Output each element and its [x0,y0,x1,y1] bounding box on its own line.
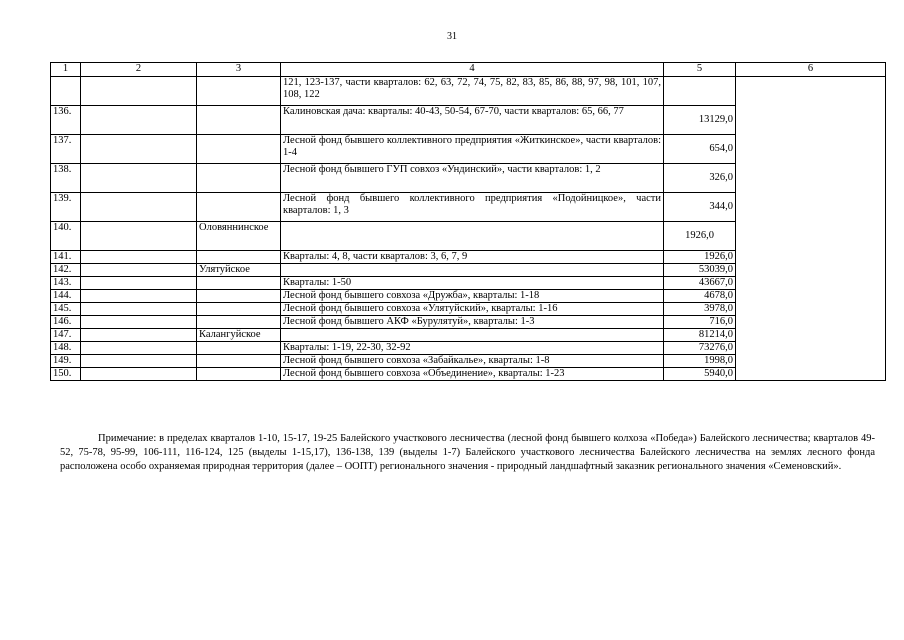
row-number-cell: 150. [51,368,81,381]
description-cell: Лесной фонд бывшего совхоза «Дружба», кварталы: 1-18 [281,290,664,303]
area-cell [664,77,736,106]
row-number-cell: 149. [51,355,81,368]
subname-cell: Улятуйское [197,264,281,277]
description-cell: Лесной фонд бывшего ГУП совхоз «Ундинский», части кварталов: 1, 2 [281,164,664,193]
description-cell: Кварталы: 1-19, 22-30, 32-92 [281,342,664,355]
header-cell: 3 [197,63,281,77]
name-cell [81,329,197,342]
header-cell: 2 [81,63,197,77]
name-cell [81,277,197,290]
row-number-cell: 145. [51,303,81,316]
name-cell [81,164,197,193]
subname-cell [197,368,281,381]
row-number-cell: 142. [51,264,81,277]
name-cell [81,193,197,222]
name-cell [81,222,197,251]
name-cell [81,290,197,303]
name-cell [81,355,197,368]
row-number-cell: 138. [51,164,81,193]
description-cell: Кварталы: 4, 8, части кварталов: 3, 6, 7, 9 [281,251,664,264]
subname-cell [197,77,281,106]
area-cell: 344,0 [664,193,736,222]
description-cell: Лесной фонд бывшего коллективного предприятия «Подойницкое», части кварталов: 1, 3 [281,193,664,222]
subname-cell [197,106,281,135]
row-number-cell: 143. [51,277,81,290]
description-cell: Лесной фонд бывшего совхоза «Объединение», кварталы: 1-23 [281,368,664,381]
area-cell: 1926,0 [664,251,736,264]
area-cell: 53039,0 [664,264,736,277]
page-number: 31 [447,31,457,42]
name-cell [81,316,197,329]
subname-cell [197,277,281,290]
row-number-cell: 144. [51,290,81,303]
subname-cell: Оловяннинское [197,222,281,251]
footnote: Примечание: в пределах кварталов 1-10, 15-17, 19-25 Балейского участкового лесничества (лесной фонд бывшего колхоза «Победа») Балейского лесничества; кварталов 49-52, 75-78, 95-99, 106-111, 116-124, 125 (выделы 1-15,17), 136-138, 139 (выделы 1-7) Балейского участкового лесничества Балейского лесничества на землях лесного фонда расположена особо охраняемая природная территория (далее – ООПТ) регионального значения - природный ландшафтный заказник регионального значения «Семеновский». [60,433,875,472]
description-cell [281,329,664,342]
row-number-cell: 141. [51,251,81,264]
description-cell: Лесной фонд бывшего совхоза «Забайкалье», кварталы: 1-8 [281,355,664,368]
subname-cell [197,355,281,368]
area-cell: 1998,0 [664,355,736,368]
description-cell: Лесной фонд бывшего коллективного предприятия «Житкинское», части кварталов: 1-4 [281,135,664,164]
description-cell: Калиновская дача: кварталы: 40-43, 50-54, 67-70, части кварталов: 65, 66, 77 [281,106,664,135]
subname-cell [197,316,281,329]
name-cell [81,264,197,277]
name-cell [81,368,197,381]
header-cell: 6 [736,63,886,77]
name-cell [81,135,197,164]
description-cell: Лесной фонд бывшего АКФ «Бурулятуй», кварталы: 1-3 [281,316,664,329]
forest-fund-table [50,62,886,381]
name-cell [81,106,197,135]
area-cell: 3978,0 [664,303,736,316]
subname-cell [197,193,281,222]
description-cell: Кварталы: 1-50 [281,277,664,290]
name-cell [81,77,197,106]
subname-cell [197,135,281,164]
description-cell [281,222,664,251]
row-number-cell: 139. [51,193,81,222]
subname-cell [197,342,281,355]
row-number-cell: 146. [51,316,81,329]
area-cell: 73276,0 [664,342,736,355]
subname-cell [197,164,281,193]
area-cell: 4678,0 [664,290,736,303]
header-cell: 1 [51,63,81,77]
row-number-cell: 148. [51,342,81,355]
subname-cell [197,251,281,264]
area-cell: 716,0 [664,316,736,329]
area-cell: 81214,0 [664,329,736,342]
area-cell: 1926,0 [664,222,736,251]
subname-cell [197,303,281,316]
area-cell: 13129,0 [664,106,736,135]
name-cell [81,303,197,316]
area-cell: 5940,0 [664,368,736,381]
header-cell: 4 [281,63,664,77]
description-cell: Лесной фонд бывшего совхоза «Улятуйский», кварталы: 1-16 [281,303,664,316]
column-6-cell [736,77,886,381]
row-number-cell: 140. [51,222,81,251]
row-number-cell: 136. [51,106,81,135]
area-cell: 43667,0 [664,277,736,290]
area-cell: 654,0 [664,135,736,164]
description-cell: 121, 123-137, части кварталов: 62, 63, 72, 74, 75, 82, 83, 85, 86, 88, 97, 98, 101, 107, 108, 122 [281,77,664,106]
row-number-cell: 137. [51,135,81,164]
name-cell [81,251,197,264]
row-number-cell: 147. [51,329,81,342]
header-cell: 5 [664,63,736,77]
subname-cell: Калангуйское [197,329,281,342]
table-header-row [51,63,886,77]
subname-cell [197,290,281,303]
description-cell [281,264,664,277]
name-cell [81,342,197,355]
area-cell: 326,0 [664,164,736,193]
row-number-cell [51,77,81,106]
table-row [51,77,886,106]
